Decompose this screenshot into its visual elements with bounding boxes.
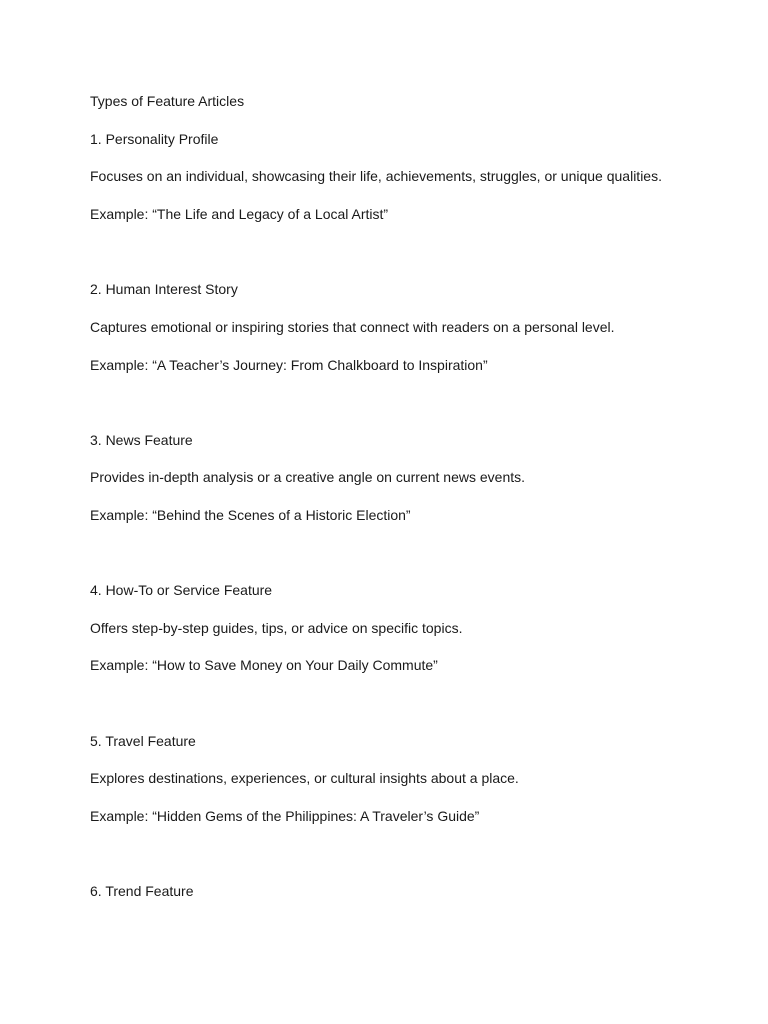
section-description-travel-feature: Explores destinations, experiences, or cultural insights about a place. (90, 770, 519, 786)
section-heading-news-feature: 3. News Feature (90, 432, 193, 448)
section-description-personality-profile: Focuses on an individual, showcasing their life, achievements, struggles, or unique qualities. (90, 168, 662, 184)
section-example-personality-profile: Example: “The Life and Legacy of a Local Artist” (90, 206, 389, 222)
section-heading-travel-feature: 5. Travel Feature (90, 733, 196, 749)
document-title: Types of Feature Articles (90, 93, 245, 109)
section-heading-trend-feature: 6. Trend Feature (90, 883, 194, 899)
section-example-news-feature: Example: “Behind the Scenes of a Historic Election” (90, 507, 411, 523)
section-heading-human-interest-story: 2. Human Interest Story (90, 281, 238, 297)
section-description-how-to-feature: Offers step-by-step guides, tips, or advice on specific topics. (90, 620, 463, 636)
section-description-news-feature: Provides in-depth analysis or a creative angle on current news events. (90, 469, 526, 485)
section-example-human-interest-story: Example: “A Teacher’s Journey: From Chalkboard to Inspiration” (90, 357, 488, 373)
section-heading-how-to-feature: 4. How-To or Service Feature (90, 582, 273, 598)
section-description-human-interest-story: Captures emotional or inspiring stories that connect with readers on a personal level. (90, 319, 615, 335)
section-example-how-to-feature: Example: “How to Save Money on Your Daily Commute” (90, 657, 438, 673)
section-heading-personality-profile: 1. Personality Profile (90, 131, 219, 147)
section-example-travel-feature: Example: “Hidden Gems of the Philippines: A Traveler’s Guide” (90, 808, 480, 824)
